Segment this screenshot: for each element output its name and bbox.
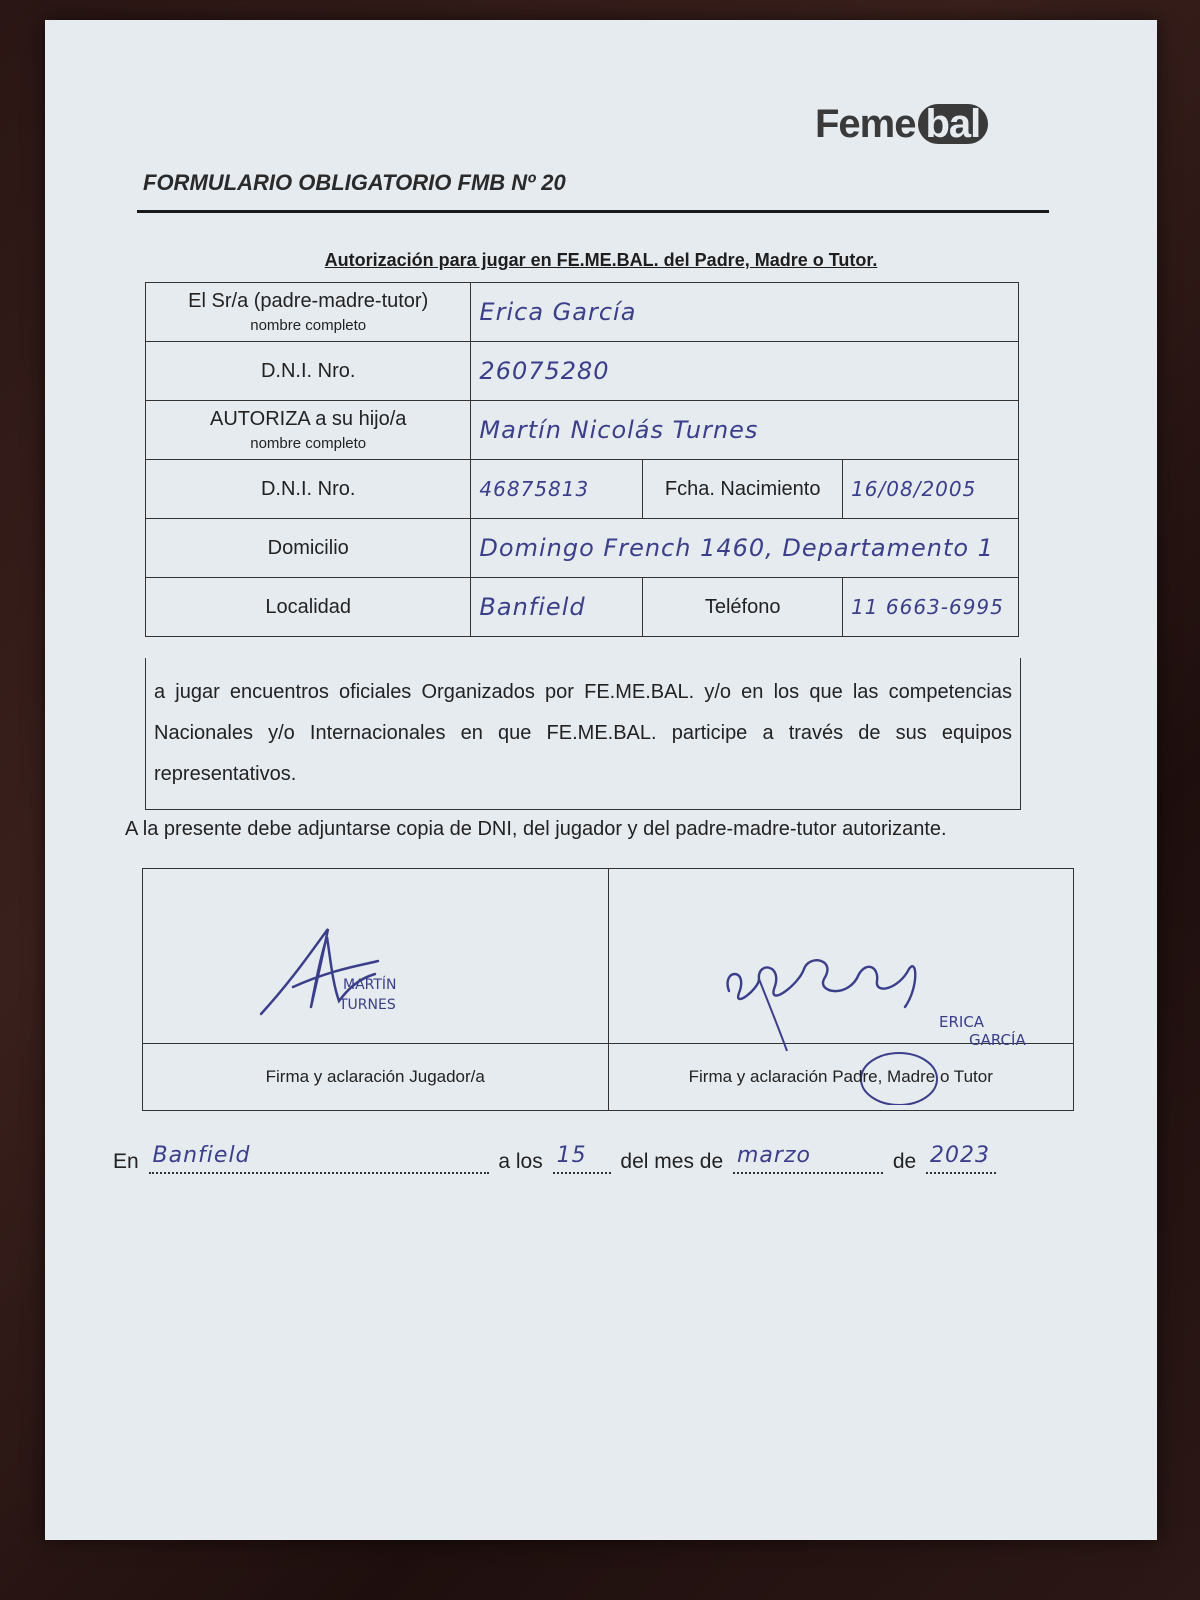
form-subtitle: Autorización para jugar en FE.ME.BAL. del Padre, Madre o Tutor. xyxy=(324,250,878,270)
guardian-label: El Sr/a (padre-madre-tutor) xyxy=(188,290,429,312)
child-dni-value: 46875813 xyxy=(479,476,590,501)
phone-value: 11 6663-6995 xyxy=(851,594,1004,619)
player-signature-box[interactable] xyxy=(143,869,609,1044)
address-label: Domicilio xyxy=(146,519,471,578)
child-name-row xyxy=(146,401,1019,460)
child-dni-field[interactable] xyxy=(471,460,643,519)
guardian-name-value: Erica García xyxy=(479,298,637,326)
guardian-name-line2: GARCÍA xyxy=(968,1031,1026,1049)
authorization-clause: a jugar encuentros oficiales Organizados por FE.ME.BAL. y/o en los que las competencias Nacionales y/o Internacionales en que FE.ME.BAL. participe a través de sus equipos representativos. xyxy=(145,658,1021,810)
year-value: 2023 xyxy=(930,1143,991,1168)
birth-date-value: 16/08/2005 xyxy=(851,476,977,501)
guardian-dni-field[interactable] xyxy=(471,342,1019,401)
child-label: AUTORIZA a su hijo/a xyxy=(210,408,407,430)
guardian-dni-label: D.N.I. Nro. xyxy=(146,342,471,401)
guardian-name-line1: ERICA xyxy=(938,1013,984,1031)
child-name-value: Martín Nicolás Turnes xyxy=(479,416,759,444)
day-value: 15 xyxy=(556,1143,587,1168)
guardian-sublabel: nombre completo xyxy=(250,317,367,334)
locality-value: Banfield xyxy=(479,593,586,621)
year-field[interactable] xyxy=(926,1143,996,1174)
player-signature xyxy=(143,869,609,1041)
form-title: FORMULARIO OBLIGATORIO FMB Nº 20 xyxy=(143,170,566,195)
footer-a-los: a los xyxy=(498,1150,543,1173)
child-dni-row xyxy=(146,460,1019,519)
address-row xyxy=(146,519,1019,578)
title-divider xyxy=(137,210,1049,213)
guardian-signature-box[interactable] xyxy=(608,869,1074,1049)
month-field[interactable] xyxy=(733,1143,883,1174)
guardian-label-cell xyxy=(146,283,471,342)
month-value: marzo xyxy=(737,1143,811,1168)
locality-field[interactable] xyxy=(471,578,643,637)
locality-row xyxy=(146,578,1019,637)
player-name-line1: MARTÍN xyxy=(343,977,397,993)
footer-del-mes-de: del mes de xyxy=(620,1150,724,1173)
footer-de: de xyxy=(892,1150,917,1173)
femebal-logo: Feme bal xyxy=(815,102,988,147)
authorization-table xyxy=(145,282,1019,637)
guardian-dni-value: 26075280 xyxy=(479,357,610,385)
address-field[interactable] xyxy=(471,519,1019,578)
guardian-dni-row xyxy=(146,342,1019,401)
birth-date-field[interactable] xyxy=(843,460,1019,519)
day-field[interactable] xyxy=(553,1143,611,1174)
child-dni-label: D.N.I. Nro. xyxy=(146,460,471,519)
signature-table xyxy=(142,868,1074,1111)
phone-field[interactable] xyxy=(843,578,1019,637)
child-label-cell xyxy=(146,401,471,460)
footer-en: En xyxy=(113,1150,139,1173)
birth-date-label: Fcha. Nacimiento xyxy=(643,460,843,519)
attachment-note: A la presente debe adjuntarse copia de DNI, del jugador y del padre-madre-tutor autorizante. xyxy=(125,818,947,840)
locality-label: Localidad xyxy=(146,578,471,637)
date-place-line xyxy=(113,1143,1000,1174)
place-field[interactable] xyxy=(149,1143,489,1174)
player-signature-caption: Firma y aclaración Jugador/a xyxy=(143,1044,609,1111)
address-value: Domingo French 1460, Departamento 1 xyxy=(479,534,994,562)
form-paper xyxy=(45,20,1157,1540)
guardian-name-field[interactable] xyxy=(471,283,1019,342)
guardian-signature-caption: Firma y aclaración Padre, Madre o Tutor xyxy=(608,1044,1074,1111)
child-sublabel: nombre completo xyxy=(250,435,367,452)
phone-label: Teléfono xyxy=(643,578,843,637)
child-name-field[interactable] xyxy=(471,401,1019,460)
place-value: Banfield xyxy=(152,1143,251,1168)
player-name-line2: TURNES xyxy=(339,997,396,1013)
guardian-name-row xyxy=(146,283,1019,342)
